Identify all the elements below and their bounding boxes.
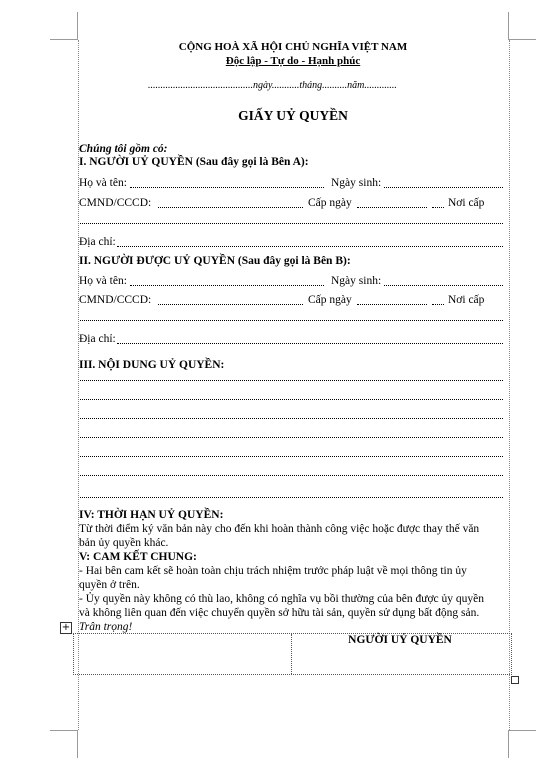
date-dots-month: .......... (322, 80, 348, 91)
section2-dob-field[interactable] (384, 285, 503, 286)
section2-issue-place-dots (432, 304, 444, 305)
date-dots-lead: .......................................... (148, 80, 253, 91)
section4-heading: IV: THỜI HẠN UỶ QUYỀN: (79, 509, 224, 521)
section2-dob-label: Ngày sinh: (331, 275, 382, 287)
crop-mark-top-left-h (50, 39, 78, 40)
section2-heading: II. NGƯỜI ĐƯỢC UỶ QUYỀN (Sau đây gọi là Bên B): (79, 255, 351, 267)
date-dots-year: ............. (364, 80, 397, 91)
section2-issue-date-field[interactable] (357, 304, 427, 305)
document-title: GIẤY UỶ QUYỀN (238, 108, 348, 123)
section1-issue-date-field[interactable] (357, 207, 427, 208)
content-line-7[interactable] (80, 497, 503, 498)
section1-issue-place-field[interactable] (80, 223, 503, 224)
content-line-4[interactable] (80, 437, 503, 438)
section2-issue-date-label: Cấp ngày (308, 294, 352, 306)
content-line-3[interactable] (80, 418, 503, 419)
section2-issue-place-field[interactable] (80, 320, 503, 321)
section5-p1-line2: quyền ở trên. (79, 579, 140, 591)
nation-heading: CỘNG HOÀ XÃ HỘI CHỦ NGHĨA VIỆT NAM (178, 41, 408, 53)
crop-mark-top-right-h (508, 39, 536, 40)
date-year-label: năm (347, 80, 365, 91)
crop-mark-bottom-right-v (508, 730, 509, 758)
section1-address-field[interactable] (117, 246, 503, 247)
content-line-6[interactable] (80, 475, 503, 476)
date-month-label: tháng (299, 80, 323, 91)
section4-line2: bản ủy quyền khác. (79, 537, 169, 549)
section2-address-label: Địa chỉ: (79, 333, 116, 345)
intro-text: Chúng tôi gồm có: (79, 143, 168, 155)
table-move-handle-icon[interactable]: + (61, 622, 71, 633)
section2-name-field[interactable] (130, 285, 324, 286)
section4-line1: Từ thời điểm ký văn bản này cho đến khi hoàn thành công việc hoặc được thay thế văn (79, 523, 480, 535)
content-line-5[interactable] (80, 456, 503, 457)
crop-mark-bottom-left-h (50, 730, 78, 731)
table-resize-handle-icon[interactable] (511, 676, 519, 684)
section1-issue-place-label: Nơi cấp (448, 197, 485, 209)
section1-dob-field[interactable] (384, 187, 503, 188)
section2-issue-place-label: Nơi cấp (448, 294, 485, 306)
content-line-2[interactable] (80, 399, 503, 400)
motto: Độc lập - Tự do - Hạnh phúc (225, 55, 361, 67)
section5-heading: V: CAM KẾT CHUNG: (79, 551, 197, 563)
section2-name-label: Họ và tên: (79, 275, 127, 287)
section5-p2-line1: - Ủy quyền này không có thù lao, không có nghĩa vụ bồi thường của bên được ủy quyền (79, 593, 485, 605)
section1-issue-place-dots (432, 207, 444, 208)
section3-heading: III. NỘI DUNG UỶ QUYỀN: (79, 359, 225, 371)
date-dots-day: ........... (271, 80, 300, 91)
crop-mark-bottom-left-v (77, 730, 78, 758)
section5-p1-line1: - Hai bên cam kết sẽ hoàn toàn chịu trách nhiệm trước pháp luật về mọi thông tin ủy (79, 565, 467, 577)
section1-heading: I. NGƯỜI UỶ QUYỀN (Sau đây gọi là Bên A): (79, 156, 309, 168)
section1-dob-label: Ngày sinh: (331, 177, 382, 189)
section1-name-field[interactable] (130, 187, 324, 188)
section2-address-field[interactable] (117, 343, 503, 344)
section2-id-field[interactable] (158, 304, 303, 305)
crop-mark-top-right-v (508, 12, 509, 40)
section1-id-label: CMND/CCCD: (79, 197, 152, 209)
section5-p2-line2: và không liên quan đến việc chuyển quyền sở hữu tài sản, quyền sử dụng bất động sản. (79, 607, 480, 619)
signature-label: NGƯỜI UỶ QUYỀN (348, 634, 452, 646)
section1-issue-date-label: Cấp ngày (308, 197, 352, 209)
section1-address-label: Địa chỉ: (79, 236, 116, 248)
closing-text: Trân trọng! (79, 621, 133, 633)
content-line-1[interactable] (80, 380, 503, 381)
crop-mark-bottom-right-h (508, 730, 536, 731)
section2-id-label: CMND/CCCD: (79, 294, 152, 306)
date-day-label: ngày (253, 80, 272, 91)
crop-mark-top-left-v (77, 12, 78, 40)
section1-id-field[interactable] (158, 207, 303, 208)
section1-name-label: Họ và tên: (79, 177, 127, 189)
date-line (148, 79, 397, 93)
